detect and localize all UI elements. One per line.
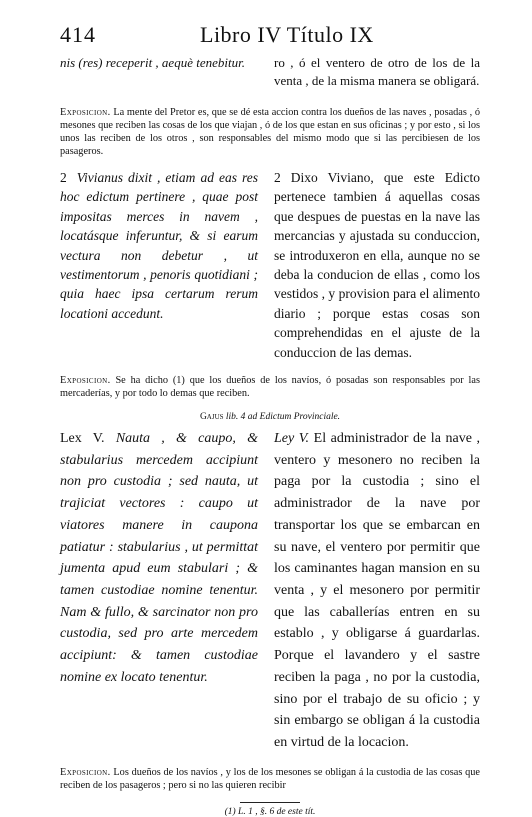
exposicion-label: Exposicion. bbox=[60, 107, 111, 118]
spanish-text-1: ro , ó el ventero de otro de los de la venta , de la misma manera se obligará. bbox=[274, 55, 480, 88]
latin-body: Vivianus dixit , etiam ad eas res hoc edictum pertinere , quae post impositas merces in navem , locatásque inferuntur, & si earum vectura non debetur , ut vestimentorum , penoris quotidiani ; quia haec ipsa certarum rerum locationi accedunt. bbox=[60, 170, 258, 321]
lex-label: Lex V. bbox=[60, 431, 105, 447]
section-2 bbox=[60, 168, 480, 362]
ley-label: Ley V. bbox=[274, 431, 310, 447]
footnote: (1) L. 1 , §. 6 de este tít. bbox=[224, 806, 316, 817]
paragraph-number: 2 bbox=[60, 170, 67, 185]
exposicion-1 bbox=[60, 106, 480, 158]
exposicion-text: Los dueños de los navíos , y los de los mesones se obligan á la custodia de las cosas que reciben de los pasageros ; pero si no las quieren recibir bbox=[60, 766, 481, 791]
spanish-text-2 bbox=[274, 168, 480, 362]
running-title: Libro IV Título IX bbox=[200, 22, 374, 47]
section-1 bbox=[60, 54, 480, 90]
source-citation bbox=[60, 412, 480, 422]
latin-body: Nauta , & caupo, & stabularius mercedem accipiunt non pro custodia ; sed nauta, ut trajiciat vectores : caupo ut viatores manere in caupona patiatur : stabularius , ut permittat jumenta apud eum stabulari ; & tamen custodiae nomine tenentur. Nam & fullo, & sarcinator non pro custodia, sed pro arte mercedem accipiunt: & tamen custodiae nomine ex locato tenentur. bbox=[60, 431, 258, 685]
paragraph-number: 2 bbox=[274, 170, 281, 185]
exposicion-label: Exposicion. bbox=[60, 766, 111, 778]
latin-text-2 bbox=[60, 168, 258, 362]
exposicion-text: Se ha dicho (1) que los dueños de los navíos, ó posadas son responsables por las mercaderías, y por todo lo demas que reciben. bbox=[60, 375, 480, 400]
citation-source: lib. 4 ad Edictum Provinciale. bbox=[225, 412, 341, 423]
exposicion-text: La mente del Pretor es, que se dé esta accion contra los dueños de las naves , posadas , ó mesones que reciben las cosas de los que viajan , ó de los que estan en sus oficinas ; y por esto , si los unos las reciben de los otros , son responsables del mismo modo que si las percibiesen de los pasageros. bbox=[60, 107, 480, 157]
footnote-divider bbox=[240, 802, 300, 803]
section-3 bbox=[60, 428, 480, 754]
exposicion-label: Exposicion. bbox=[60, 375, 111, 387]
book-page bbox=[60, 22, 480, 817]
latin-text-3 bbox=[60, 428, 258, 754]
exposicion-3 bbox=[60, 766, 480, 792]
exposicion-2 bbox=[60, 374, 480, 400]
latin-text-1: nis (res) receperit , aequè tenebitur. bbox=[60, 55, 245, 70]
spanish-body: El administrador de la nave , ventero y mesonero no reciben la paga por la custodia ; sino el administrador de la nave por transportar los que se embarcan en su nave, el ventero por permitir que los caminantes hagan mansion en su venta , y el mesonero por permitir que las caballerías entren en su establo , y obligarse á guardarlas. Porque el lavandero y el sastre reciben la paga , no por la custodia, sino por el trabajo de su oficio ; y sin embargo se obligan á la custodia en virtud de la locacion. bbox=[274, 431, 480, 750]
spanish-body: Dixo Viviano, que este Edicto pertenece tambien á aquellas cosas que despues de puestas en la nave las mercancias y ajustada su conduccion, se introduxeron en ella, aunque no se deba la conducion de ellas , como los vestidos , y provision para el alimento diario ; porque estas cosas son comprehendidas en el ajuste de la conduccion de las demas. bbox=[274, 170, 480, 360]
page-header bbox=[60, 22, 480, 54]
spanish-text-3 bbox=[274, 428, 480, 754]
citation-author: Gajus bbox=[199, 412, 224, 423]
page-number: 414 bbox=[60, 22, 96, 47]
